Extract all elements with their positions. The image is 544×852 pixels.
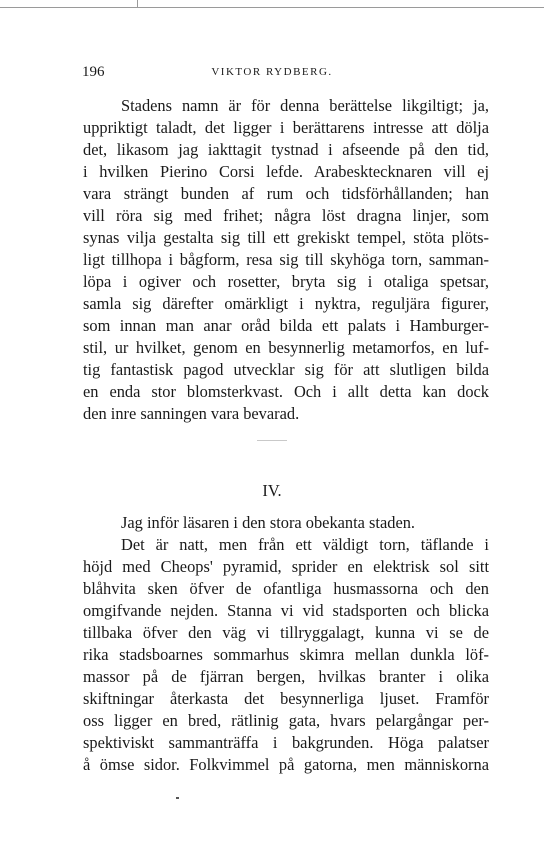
- text-line: å ömse sidor. Folkvimmel på gatorna, men människorna: [83, 755, 489, 774]
- print-mark: [176, 797, 179, 799]
- top-scan-rule: [0, 7, 544, 8]
- top-scan-tick: [137, 0, 138, 8]
- text-line: löpa i ogiver och rosetter, bryta sig i otaliga spetsar,: [83, 272, 489, 291]
- section-divider: [257, 440, 287, 441]
- page-number: 196: [82, 64, 105, 80]
- text-line: en enda stor blomsterkvast. Och i allt detta kan dock: [83, 382, 489, 401]
- text-line: Det är natt, men från ett väldigt torn, täflande i: [121, 535, 489, 554]
- text-line: vara strängt bunden af rum och tidsförhållanden; han: [83, 184, 489, 203]
- text-line: skiftningar återkasta det besynnerliga ljuset. Framför: [83, 689, 489, 708]
- text-line: vill röra sig med frihet; några löst dragna linjer, som: [83, 206, 489, 225]
- text-line: ligt tillhopa i bågform, resa sig till skyhöga torn, samman-: [83, 250, 489, 269]
- section-heading: IV.: [262, 481, 282, 500]
- text-line: blåhvita sken öfver de ofantliga husmassorna och den: [83, 579, 489, 598]
- text-line: oss ligger en bred, rätlinig gata, hvars pelargångar per-: [83, 711, 489, 730]
- text-line: Stadens namn är för denna berättelse likgiltigt; ja,: [121, 96, 489, 115]
- text-line: det, likasom jag iakttagit tystnad i afseende på den tid,: [83, 140, 489, 159]
- text-line: som innan man anar oråd bilda ett palats i Hamburger-: [83, 316, 489, 335]
- running-head: VIKTOR RYDBERG.: [211, 66, 333, 78]
- text-line: tillbaka öfver den väg vi tillryggalagt, kunna vi se de: [83, 623, 489, 642]
- text-line: tig fantastisk pagod utvecklar sig för att slutligen bilda: [83, 360, 489, 379]
- text-line: massor på de fjärran bergen, hvilkas branter i olika: [83, 667, 489, 686]
- text-line: Jag inför läsaren i den stora obekanta staden.: [121, 513, 416, 532]
- text-line: synas vilja gestalta sig till ett grekiskt tempel, stöta plöts-: [83, 228, 489, 247]
- text-line: höjd med Cheops' pyramid, sprider en elektrisk sol sitt: [83, 557, 489, 576]
- text-line: uppriktigt taladt, det ligger i berättarens intresse att dölja: [83, 118, 489, 137]
- text-line: rika stadsboarnes sommarhus skimra mellan dunkla löf-: [83, 645, 489, 664]
- text-line: spektiviskt sammanträffa i bakgrunden. Höga palatser: [83, 733, 489, 752]
- text-line: den inre sanningen vara bevarad.: [83, 404, 300, 423]
- text-line: samla sig därefter omärkligt i nyktra, reguljära figurer,: [83, 294, 489, 313]
- text-line: omgifvande nejden. Stanna vi vid stadsporten och blicka: [83, 601, 489, 620]
- text-line: i hvilken Pierino Corsi lefde. Arabesktecknaren vill ej: [83, 162, 489, 181]
- text-line: stil, ur hvilket, genom en besynnerlig metamorfos, en luf-: [83, 338, 489, 357]
